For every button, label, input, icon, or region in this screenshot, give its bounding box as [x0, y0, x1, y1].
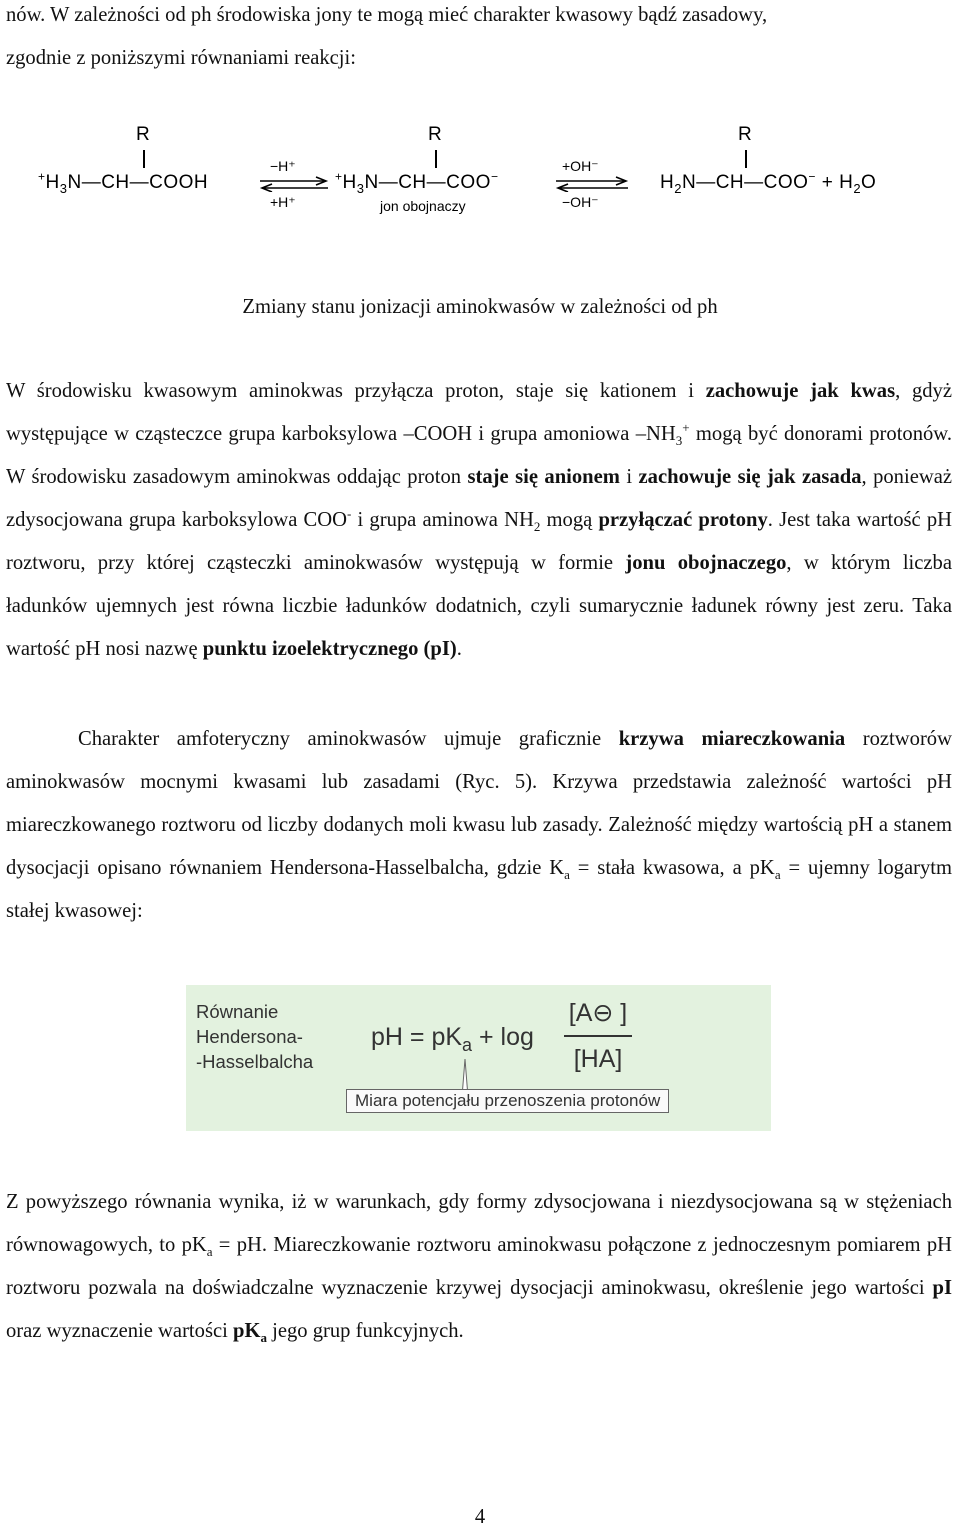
arrow1-top-label: −H⁺ — [270, 158, 296, 174]
r-group-label-3: R — [738, 124, 752, 145]
equilibrium-arrow-1 — [258, 176, 330, 192]
equation-left-side: pH = $pK_a + \log$ — [371, 1023, 534, 1055]
fraction-denominator: [HA] — [573, 1045, 623, 1073]
ionization-reaction-scheme — [30, 120, 940, 230]
paragraph-conclusion: Z powyższego równania wynika, iż w warunkach, gdy formy zdysocjowana i niezdysocjowana są w stężeniach równowagowych, to $pK_a$ = pH. Miareczkowanie roztworu aminokwasu połączone z jednoczesnym pomiarem pH roztworu pozwala na doświadczalne wyznaczenie krzywej dysocjacji aminokwasu, określenie jego wartości pI oraz wyznaczenie wartości $pK_a$ jego grup funkcyjnych. — [6, 1191, 952, 1346]
equation-caption: Miara potencjału przenoszenia protonów — [346, 1089, 669, 1113]
arrow2-bottom-label: −OH⁻ — [562, 194, 599, 210]
bond-line-1 — [143, 150, 145, 168]
figure-caption: Zmiany stanu jonizacji aminokwasów w zależności od ph — [242, 296, 718, 318]
bond-line-2 — [435, 150, 437, 168]
zwitterion-note: jon obojnaczy — [380, 198, 466, 214]
anion-species: $H_2N—CH—COO^- + H_2O$ — [660, 169, 877, 196]
paragraph-acid-base: W środowisku kwasowym aminokwas przyłącza proton, staje się kationem i zachowuje jak kwas, gdyż występujące w cząsteczce grupa karboksylowa –COOH i grupa amoniowa $-NH_3^+$ mogą być donorami protonów. W środowisku zasadowym aminokwas oddając proton staje się anionem i zachowuje się jak zasada, ponieważ zdysocjowana grupa karboksylowa COO- i grupa aminowa $NH_2$ mogą przyłączać protony. Jest taka wartość pH roztworu, przy której cząsteczki aminokwasów występują w formie jonu obojnaczego, w którym liczba ładunków ujemnych jest równa liczbie ładunków dodatnich, czyli sumarycznie ładunek równy jest zeru. Taka wartość pH nosi nazwę punktu izoelektrycznego (pI). — [6, 380, 952, 660]
paragraph-titration: Charakter amfoteryczny aminokwasów ujmuje graficznie krzywa miareczkowania roztworów aminokwasów mocnymi kwasami lub zasadami (Ryc. 5). Krzywa przedstawia zależność wartości pH miareczkowanego roztworu od liczby dodanych moli kwasu lub zasady. Zależność między wartością pH a stanem dysocjacji opisano równaniem Hendersona-Hasselbalcha, gdzie $K_a$ = stała kwasowa, a $pK_a$ = ujemny logarytm stałej kwasowej: — [6, 728, 952, 922]
henderson-hasselbalch-figure — [186, 985, 771, 1131]
page-number: 4 — [474, 1506, 486, 1528]
equation-name: Równanie Hendersona- -Hasselbalcha — [196, 1001, 314, 1072]
r-group-label-1: R — [136, 124, 150, 145]
fraction-bar — [564, 1035, 632, 1037]
arrow1-bottom-label: +H⁺ — [270, 194, 296, 210]
cation-species: $^+H_3N—CH—COOH$ — [38, 169, 209, 196]
bond-line-3 — [745, 150, 747, 168]
arrow2-top-label: +OH⁻ — [562, 158, 599, 174]
intro-line-2: zgodnie z poniższymi równaniami reakcji: — [6, 47, 356, 69]
equation-fraction — [564, 995, 632, 1077]
fraction-numerator: [A⊖ ] — [568, 999, 628, 1027]
zwitterion-species: $^+H_3N—CH—COO^-$ — [335, 169, 499, 196]
intro-line-1: nów. W zależności od ph środowiska jony te mogą mieć charakter kwasowy bądź zasadowy, — [6, 4, 768, 26]
intro-paragraph — [6, 0, 952, 80]
equilibrium-arrow-2 — [554, 176, 630, 192]
r-group-label-2: R — [428, 124, 442, 145]
